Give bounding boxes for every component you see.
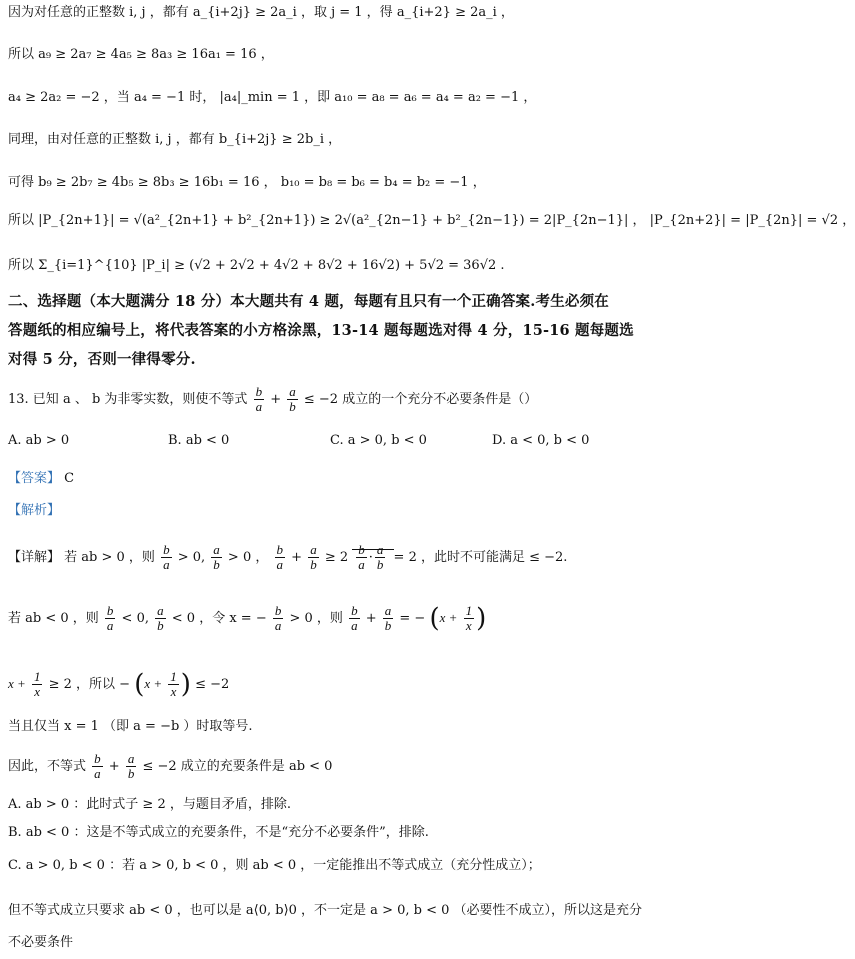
detail-5-text-a: 因此，不等式 (8, 759, 87, 774)
text-line-5: 可得 b₉ ≥ 2b₇ ≥ 4b₅ ≥ 8b₃ ≥ 16b₁ = 16 ， b₁₀ = b₈ = b₆ = b₄ = b₂ = −1 ， (8, 175, 486, 190)
detail-1-text-a: 若 ab > 0 ，则 (64, 550, 155, 565)
fraction-1-over-x: $\frac{1}{x}$ (170, 669, 177, 699)
detail-1-text-e: = 2 ，此时不可能满足 ≤ −2. (393, 550, 568, 565)
sqrt-product: $\frac{b}{a}$ · $\frac{a}{b}$ (352, 549, 393, 565)
fraction-b-over-a: $\frac{b}{a}$ (255, 384, 263, 414)
question-13-suffix: ≤ −2 成立的一个充分不必要条件是（） (303, 392, 538, 407)
section-heading-line-3: 对得 5 分，否则一律得零分. (8, 351, 196, 368)
detail-3-text-c: ≤ −2 (195, 677, 230, 692)
detail-2-text-e: = − (399, 611, 426, 626)
text-line-4: 同理，由对任意的正整数 i, j ，都有 b_{i+2j} ≥ 2b_i ， (8, 132, 342, 147)
detail-line-9: 但不等式成立只要求 ab < 0 ，也可以是 a⟨0, b⟩0 ，不一定是 a > 0, b < 0 （必要性不成立），所以这是充分 (8, 903, 643, 918)
detail-1-text-c: > 0 ， (227, 550, 269, 565)
detail-1-text-b: > 0, (177, 550, 206, 565)
detail-line-2: 若 ab < 0 ，则 $\frac{b}{a}$ < 0, $\frac{a}{b}$ < 0 ，令 x = − $\frac{b}{a}$ > 0 ，则 $\frac{b}{a}$ + $\frac{a}{b}$ = − (x + $\frac{1}{x}$ ) (8, 603, 487, 634)
fraction-a-over-b: $\frac{a}{b}$ (213, 542, 220, 572)
detail-line-4: 当且仅当 x = 1 （即 a = −b ）时取等号. (8, 719, 253, 734)
fraction-b-over-a: $\frac{b}{a}$ (106, 603, 114, 633)
analysis-tag: 【解析】 (8, 503, 61, 518)
fraction-b-over-a: $\frac{b}{a}$ (94, 751, 101, 781)
fraction-b-over-a: $\frac{b}{a}$ (351, 603, 358, 633)
fraction-a-over-b: $\frac{a}{b}$ (310, 542, 317, 572)
detail-line-7: B. ab < 0 ：这是不等式成立的充要条件，不是“充分不必要条件”，排除. (8, 825, 429, 840)
text-line-3: a₄ ≥ 2a₂ = −2 ，当 a₄ = −1 时， |a₄|_min = 1 ，即 a₁₀ = a₈ = a₆ = a₄ = a₂ = −1 ， (8, 90, 537, 105)
detail-5-text-b: ≤ −2 成立的充要条件是 ab < 0 (142, 759, 333, 774)
fraction-a-over-b: $\frac{a}{b}$ (289, 384, 296, 414)
detail-3-text-a: x + (8, 676, 26, 691)
detail-2-text-b: < 0, (121, 611, 149, 626)
plus-sign: + (108, 759, 120, 774)
detail-line-1 (8, 543, 567, 572)
answer-tag: 【答案】 (8, 471, 61, 486)
option-b: B. ab < 0 (168, 433, 230, 448)
option-a: A. ab > 0 (8, 433, 70, 448)
detail-line-6: A. ab > 0 ：此时式子 ≥ 2 ，与题目矛盾，排除. (8, 797, 291, 812)
section-heading-line-2: 答题纸的相应编号上，将代表答案的小方格涂黑，13-14 题每题选对得 4 分，15-16 题每题选 (8, 322, 634, 339)
detail-line-3: x + $\frac{1}{x}$ ≥ 2 ，所以 − (x + $\frac{1}{x}$ ) ≤ −2 (8, 669, 230, 700)
answer-line (8, 470, 74, 488)
option-c: C. a > 0, b < 0 (330, 433, 427, 448)
analysis-line (8, 502, 60, 520)
answer-value: C (64, 471, 75, 486)
text-line-2: 所以 a₉ ≥ 2a₇ ≥ 4a₅ ≥ 8a₃ ≥ 16a₁ = 16 ， (8, 47, 274, 62)
fraction-1-over-x: $\frac{1}{x}$ (33, 669, 41, 699)
fraction-1-over-x: $\frac{1}{x}$ (465, 603, 473, 633)
detail-line-5 (8, 752, 332, 781)
fraction-b-over-a: $\frac{b}{a}$ (274, 603, 282, 633)
question-13 (8, 385, 537, 414)
detail-line-8: C. a > 0, b < 0 ：若 a > 0, b < 0 ，则 ab < 0 ，一定能推出不等式成立（充分性成立）； (8, 858, 541, 873)
fraction-a-over-b: $\frac{a}{b}$ (127, 751, 135, 781)
option-d: D. a < 0, b < 0 (492, 433, 590, 448)
text-line-6: 所以 |P_{2n+1}| = √(a²_{2n+1} + b²_{2n+1}) ≥ 2√(a²_{2n−1} + b²_{2n−1}) = 2|P_{2n−1}| ， |P_{2n+2}| = |P_{2n}| = √2 ， (8, 213, 855, 228)
plus-sign: + (365, 611, 377, 626)
fraction-a-over-b: $\frac{a}{b}$ (384, 603, 392, 633)
text-line-7: 所以 Σ_{i=1}^{10} |P_i| ≥ (√2 + 2√2 + 4√2 + 8√2 + 16√2) + 5√2 = 36√2 . (8, 258, 505, 273)
plus-sign: + (270, 392, 282, 407)
detail-line-10: 不必要条件 (8, 935, 74, 950)
detail-2-text-c: < 0 ，令 x = − (171, 611, 267, 626)
detail-2-text-a: 若 ab < 0 ，则 (8, 611, 99, 626)
detail-3-text-b: ≥ 2 ，所以 − (48, 677, 131, 692)
question-13-prefix: 13. 已知 a 、 b 为非零实数，则使不等式 (8, 392, 248, 407)
detail-1-text-d: ≥ 2 (324, 550, 349, 565)
plus-sign: + (291, 550, 303, 565)
fraction-b-over-a: $\frac{b}{a}$ (163, 542, 170, 572)
detail-tag: 【详解】 (8, 550, 61, 565)
fraction-b-over-a: $\frac{b}{a}$ (276, 542, 283, 572)
fraction-a-over-b: $\frac{a}{b}$ (157, 603, 164, 633)
text-line-1: 因为对任意的正整数 i, j ，都有 a_{i+2j} ≥ 2a_i ，取 j = 1 ，得 a_{i+2} ≥ 2a_i ， (8, 5, 514, 20)
detail-2-text-d: > 0 ，则 (289, 611, 343, 626)
section-heading-line-1: 二、选择题（本大题满分 18 分）本大题共有 4 题，每题有且只有一个正确答案.考生必须在 (8, 293, 610, 310)
